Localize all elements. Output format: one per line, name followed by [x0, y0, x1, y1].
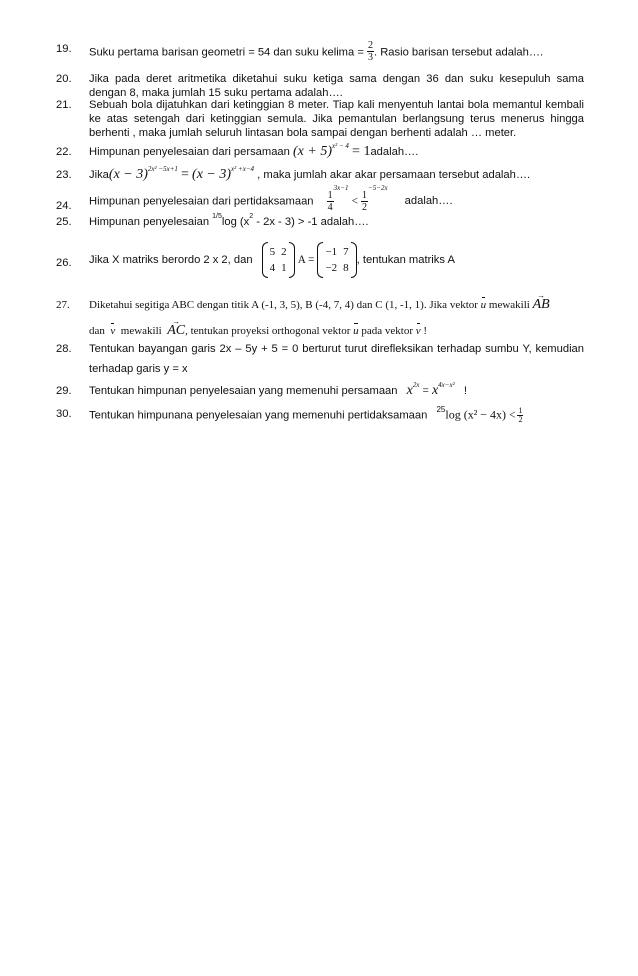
question-number: 24. — [56, 200, 72, 212]
dan-text: dan — [89, 325, 105, 337]
equation-exponent-left: 2x² −5x+1 — [147, 165, 178, 174]
equation-exponent: x² − 4 — [332, 142, 349, 151]
question-number: 26. — [56, 257, 72, 269]
question-number: 27. — [56, 299, 70, 311]
square-exponent: 2 — [249, 213, 254, 221]
mewakili-text: mewakili — [488, 299, 530, 311]
question-text-end: , tentukan matriks A — [356, 253, 455, 266]
equation-lhs-exponent: 2x — [412, 381, 420, 390]
equation-base-right: (x − 3) — [192, 167, 232, 182]
vector-ac: → AC — [167, 324, 185, 338]
question-text-end: , maka jumlah akar akar persamaan tersebut adalah…. — [257, 169, 531, 181]
log-base: 1/5 — [212, 213, 222, 221]
question-text-end: adalah…. — [404, 195, 453, 208]
vector-v-2: v — [415, 325, 421, 337]
fraction-denominator: 2 — [518, 415, 523, 424]
fraction-one-half — [361, 190, 368, 213]
question-text: Suku pertama barisan geometri = 54 dan suku kelima = — [89, 46, 364, 59]
matrix-cell: 4 — [269, 262, 276, 274]
question-text: Tentukan himpunana penyelesaian yang memenuhi pertidaksamaan — [89, 409, 428, 422]
matrix-cell: 2 — [281, 246, 287, 258]
question-text: Jika pada deret aritmetika diketahui suku ketiga sama dengan 36 dan suku kesepuluh sama dengan 8, maka jumlah 15 suku pertama adalah…. — [89, 73, 584, 99]
vector-ab: → AB — [533, 298, 550, 312]
question-number: 21. — [56, 99, 72, 111]
matrix-cell: 5 — [269, 246, 276, 258]
question-text: Tentukan bayangan garis 2x – 5y + 5 = 0 berturut turut direfleksikan terhadap sumbu Y, kemudian terhadap garis y = x — [89, 343, 584, 375]
question-number: 30. — [56, 408, 72, 420]
matrix-cell: −2 — [325, 262, 338, 274]
question-number: 19. — [56, 43, 72, 55]
equation-base: (x + 5) — [293, 144, 332, 159]
question-number: 23. — [56, 169, 72, 181]
log-base: 25 — [436, 404, 446, 414]
mewakili-text-2: mewakili — [120, 325, 162, 337]
question-text: Jika — [89, 169, 109, 181]
fraction-numerator: 1 — [518, 406, 523, 415]
fraction-denominator: 2 — [362, 202, 367, 213]
fraction — [367, 40, 374, 63]
question-number: 25. — [56, 216, 72, 228]
vector-v: v — [110, 325, 116, 337]
equation-rhs-exponent: 4x−x² — [438, 381, 455, 390]
question-text: Diketahui segitiga ABC dengan titik A (-1, 3, 5), B (-4, 7, 4) dan C (1, -1, 1). Jika vektor — [89, 299, 478, 311]
equals-sign: = — [422, 385, 429, 397]
fraction-one-half — [517, 407, 523, 424]
matrix-equation-middle: A = — [297, 253, 315, 266]
question-number: 29. — [56, 385, 72, 397]
log-expression: log (x² − 4x) — [445, 407, 507, 422]
pada-text: pada vektor — [361, 325, 414, 337]
question-text-end: -1 adalah…. — [307, 216, 369, 228]
question-text: Jika X matriks berordo 2 x 2, dan — [89, 253, 253, 266]
greater-than-sign: > — [297, 216, 305, 228]
fraction-numerator: 2 — [367, 40, 373, 51]
matrix-cell: 1 — [281, 262, 287, 274]
fraction-numerator: 1 — [327, 190, 333, 201]
fraction-denominator: 3 — [367, 52, 373, 63]
matrix-cell: −1 — [325, 246, 338, 258]
question-text: Sebuah bola dijatuhkan dari ketinggian 8 meter. Tiap kali menyentuh lantai bola memantul kembali ke atas setengah dari ketinggian semula. Jika pemantulan berlangsung terus menerus hingga berhenti , maka jumlah seluruh lintasan bola sampai dengan berhenti adalah … meter. — [89, 99, 584, 139]
matrix-cell: 7 — [343, 246, 349, 258]
inequality-exponent-right: −5−2x — [368, 183, 388, 192]
matrix-cell: 8 — [343, 262, 349, 274]
vector-u-2: u — [353, 325, 359, 337]
equals-sign: = — [181, 167, 189, 182]
question-text-end: adalah…. — [370, 146, 419, 158]
matrix-left — [262, 244, 295, 276]
equation-base-left: (x − 3) — [108, 167, 148, 182]
exclamation: ! — [463, 385, 467, 397]
question-number: 22. — [56, 146, 72, 158]
equation-exponent-right: x² +x−4 — [231, 165, 255, 174]
question-text: Himpunan penyelesaian — [89, 216, 210, 228]
question-number: 20. — [56, 73, 72, 85]
fraction-denominator: 4 — [327, 202, 333, 213]
question-text-2: , tentukan proyeksi orthogonal vektor — [185, 325, 351, 337]
less-than-sign: < — [509, 409, 516, 422]
equation-rhs: = 1 — [352, 144, 371, 159]
log-expression-rest: - 2x - 3) — [253, 216, 295, 228]
matrix-right — [317, 244, 356, 276]
question-text: Himpunan penyelesaian dari persamaan — [89, 146, 290, 158]
less-than-sign: < — [351, 195, 358, 208]
equation-lhs: x — [406, 383, 413, 398]
fraction-numerator: 1 — [362, 190, 367, 201]
question-text: Himpunan penyelesaian dari pertidaksamaan — [89, 195, 314, 208]
inequality-exponent-left: 3x−1 — [333, 183, 349, 192]
question-text: Tentukan himpunan penyelesaian yang memenuhi persamaan — [89, 385, 398, 397]
equation-rhs: x — [431, 383, 439, 398]
exclamation: ! — [423, 325, 428, 337]
log-expression: log (x — [221, 216, 250, 228]
question-text-end: . Rasio barisan tersebut adalah…. — [373, 46, 544, 59]
vector-u: u — [480, 299, 487, 311]
fraction-one-quarter — [327, 190, 334, 213]
question-number: 28. — [56, 343, 72, 355]
